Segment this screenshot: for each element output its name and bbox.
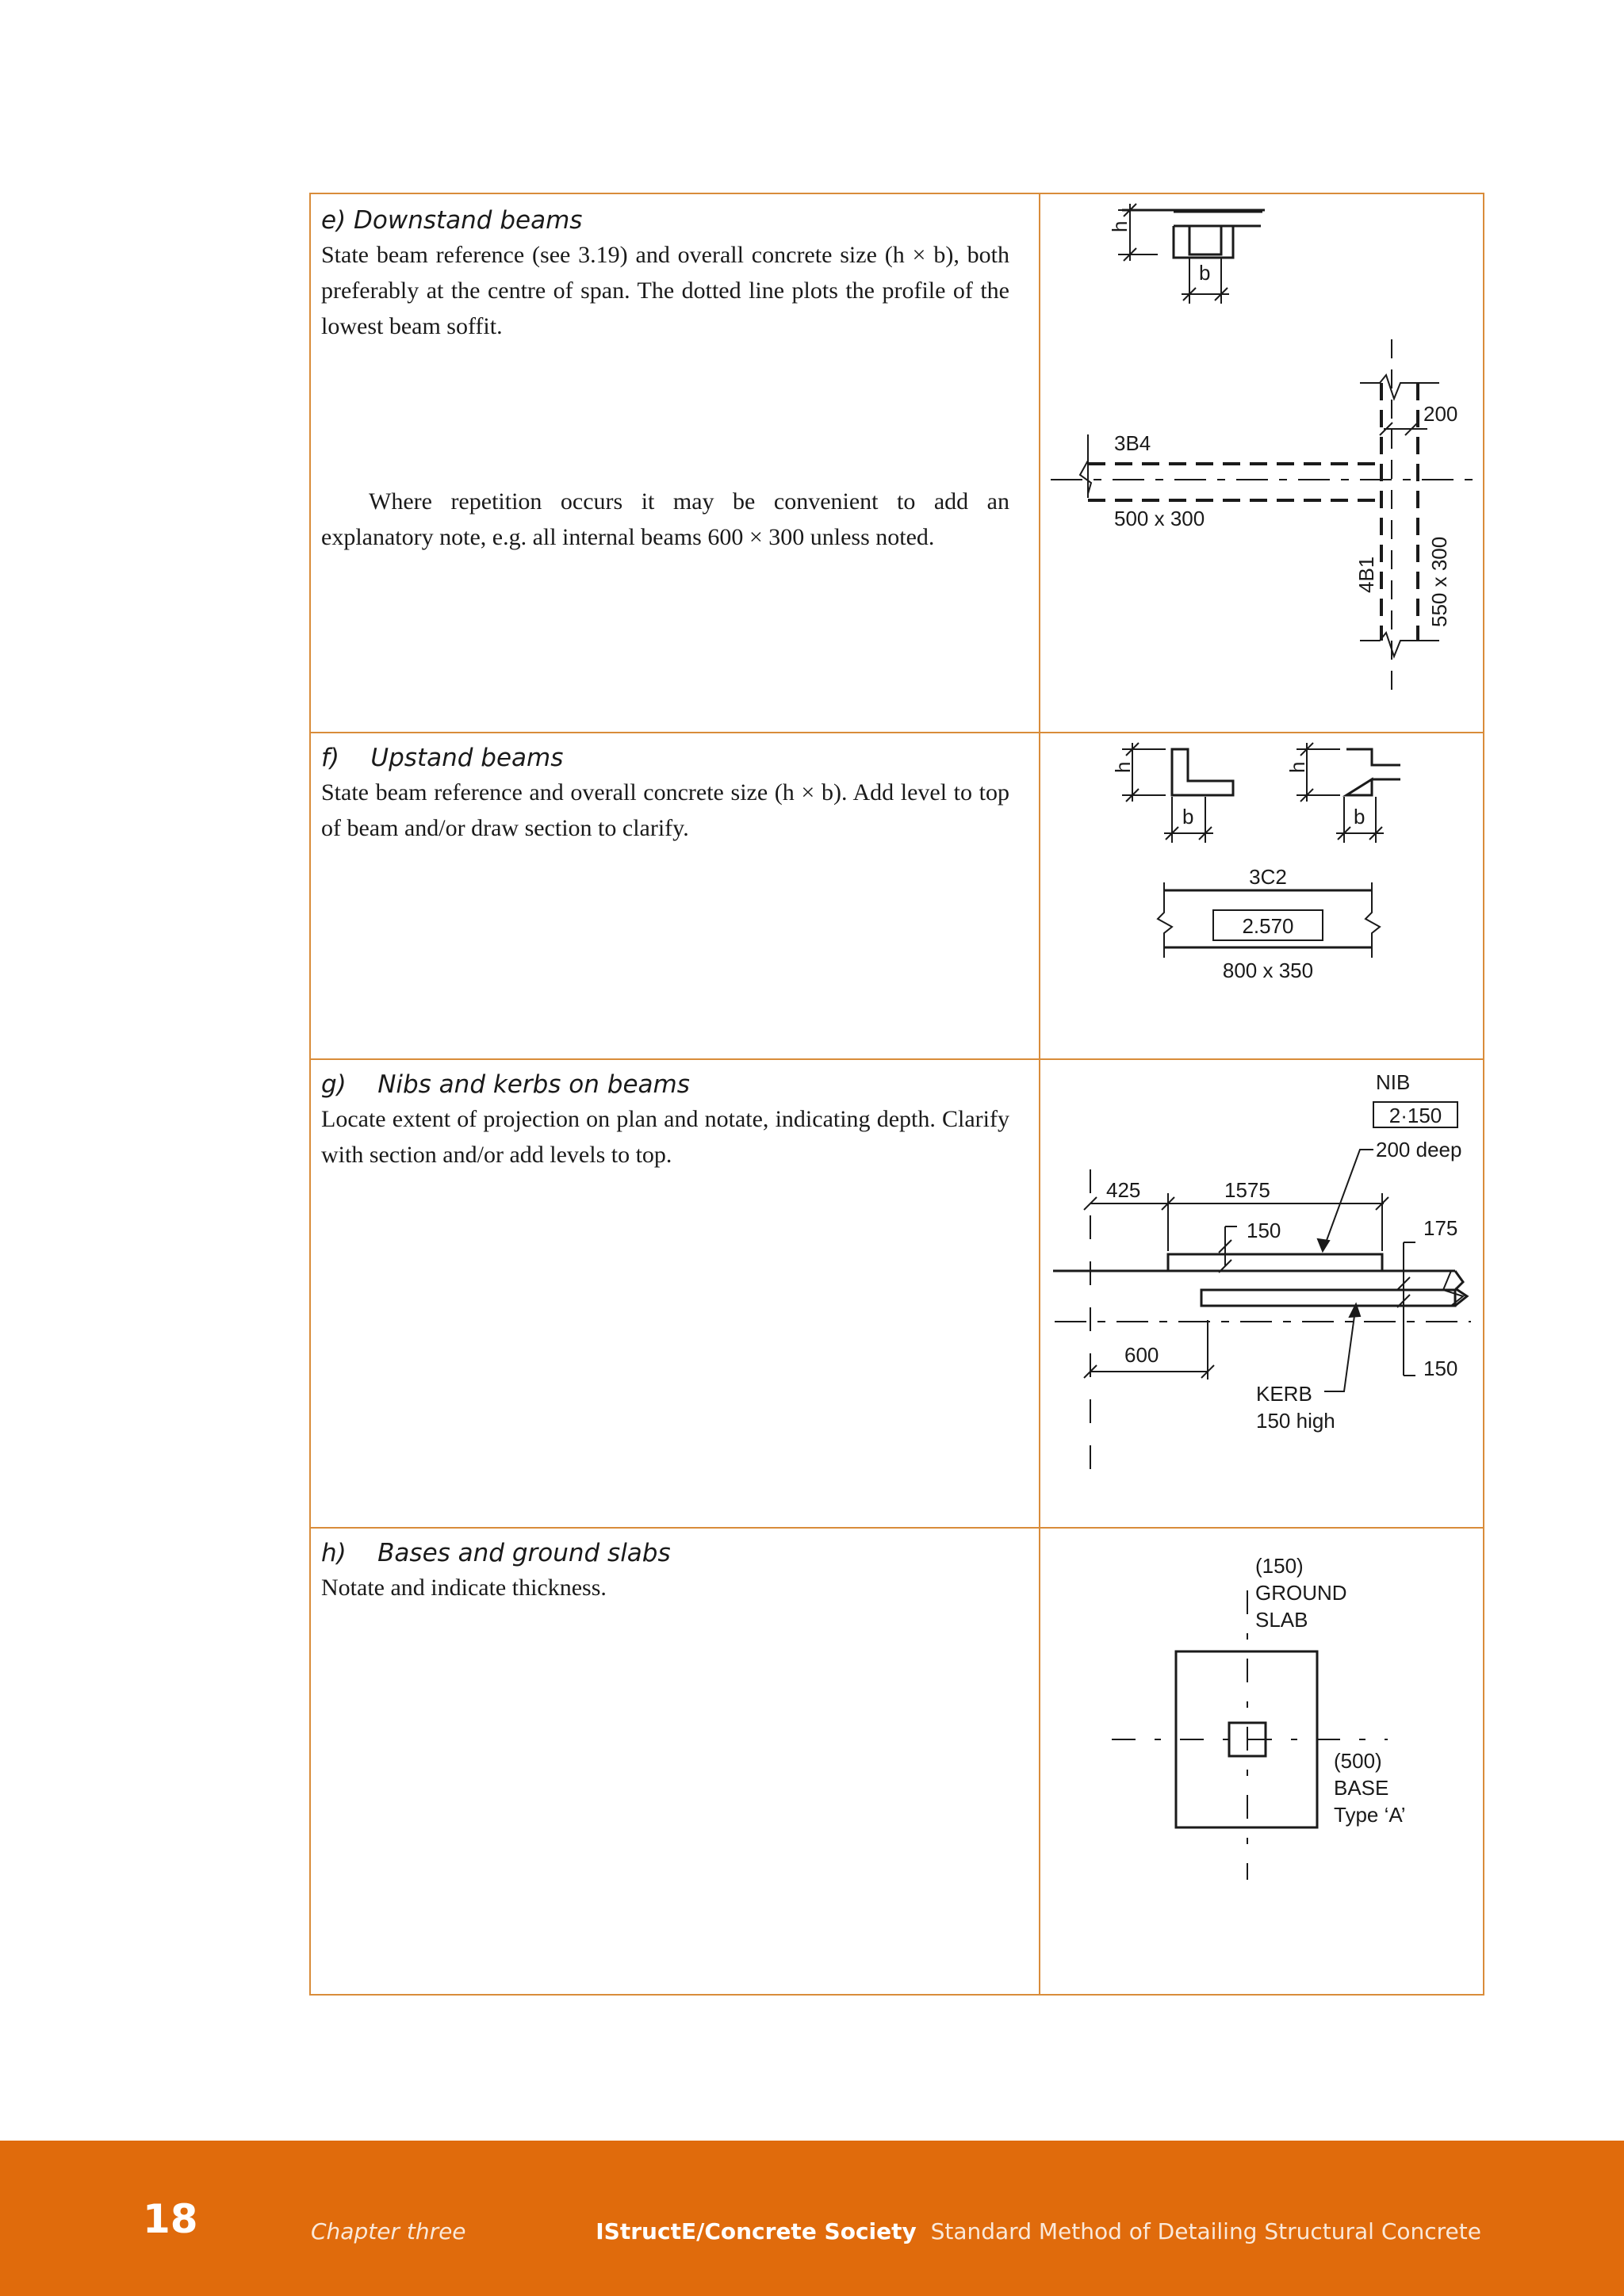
b-label: b: [1199, 261, 1211, 285]
dim-150: 150: [1423, 1357, 1458, 1380]
section-nibs-kerbs: [321, 1068, 1009, 1173]
section-heading: h) Bases and ground slabs: [321, 1539, 671, 1567]
section-text: State beam reference and overall concrete size (h × b). Add level to top of beam and/or draw section to clarify.: [321, 779, 1009, 841]
chapter-label: Chapter three: [311, 2218, 466, 2244]
section-heading: g) Nibs and kerbs on beams: [321, 1070, 690, 1099]
beam-ref-3b4: 3B4: [1114, 431, 1151, 455]
section-bases-slabs: [321, 1536, 1009, 1605]
beam-level: 2.570: [1242, 914, 1294, 938]
base-type: Type ‘A’: [1334, 1803, 1406, 1827]
nib-level: 2·150: [1388, 1104, 1442, 1127]
downstand-beam-figure: [1039, 193, 1484, 730]
section-text: Locate extent of projection on plan and notate, indicating depth. Clarify with section and/or add levels to top.: [321, 1106, 1009, 1168]
slab-thickness: (150): [1255, 1554, 1304, 1578]
beam-size-550x300: 550 x 300: [1427, 536, 1451, 627]
section-downstand-beams: [321, 204, 1009, 344]
book-title: Standard Method of Detailing Structural Concrete: [930, 2218, 1481, 2244]
dim-175: 175: [1423, 1216, 1458, 1240]
dim-425: 425: [1106, 1178, 1141, 1202]
b-label: b: [1182, 805, 1194, 828]
section-text: Notate and indicate thickness.: [321, 1575, 607, 1601]
slab-label: GROUND: [1255, 1581, 1347, 1605]
base-slab-figure: [1039, 1527, 1484, 1884]
kerb-label: KERB: [1256, 1382, 1312, 1406]
upstand-beam-figure: [1039, 732, 1484, 1057]
beam-ref-4b1: 4B1: [1354, 556, 1378, 593]
section-upstand-beams: [321, 741, 1009, 846]
base-thickness: (500): [1334, 1749, 1382, 1773]
slab-label: SLAB: [1255, 1608, 1308, 1632]
dim-600: 600: [1124, 1343, 1159, 1367]
beam-size-500x300: 500 x 300: [1114, 507, 1205, 530]
kerb-height: 150 high: [1256, 1409, 1335, 1433]
section-heading: e) Downstand beams: [321, 206, 583, 235]
h-label: h: [1285, 761, 1309, 773]
nib-kerb-figure: [1039, 1058, 1484, 1526]
base-label: BASE: [1334, 1776, 1389, 1800]
nib-depth: 200 deep: [1376, 1138, 1462, 1161]
dim-1575: 1575: [1224, 1178, 1270, 1202]
publication-title: [596, 2218, 1481, 2244]
section-heading: f) Upstand beams: [321, 744, 564, 772]
nib-label: NIB: [1376, 1070, 1411, 1094]
publisher: IStructE/Concrete Society: [596, 2218, 917, 2244]
beam-ref-3c2: 3C2: [1249, 865, 1287, 889]
section-text: State beam reference (see 3.19) and overall concrete size (h × b), both preferably at the centre of span. The dotted line plots the profile of the lowest beam soffit.: [321, 242, 1009, 339]
dim-150: 150: [1247, 1219, 1281, 1242]
beam-size-800x350: 800 x 350: [1222, 959, 1314, 982]
dim-200: 200: [1423, 402, 1458, 426]
b-label: b: [1354, 805, 1365, 828]
section-note: Where repetition occurs it may be convenient to add an explanatory note, e.g. all internal beams 600 × 300 unless noted.: [321, 488, 1009, 550]
page-number: 18: [143, 2196, 198, 2242]
h-label: h: [1111, 761, 1135, 773]
h-label: h: [1108, 220, 1132, 232]
